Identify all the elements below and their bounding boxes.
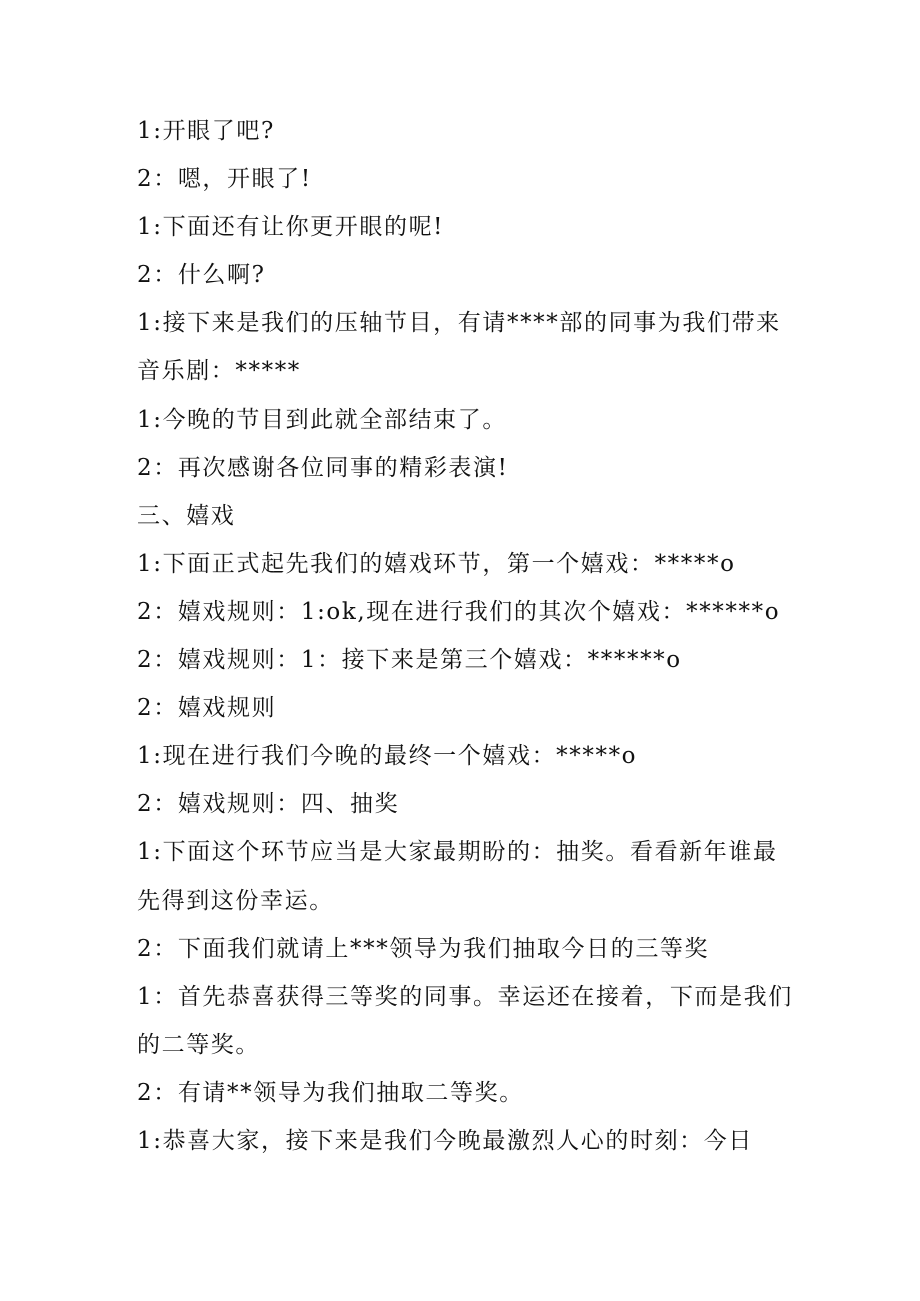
paragraph: 2：什么啊?: [137, 262, 266, 289]
paragraph: 2：嬉戏规则：1:ok,现在进行我们的其次个嬉戏：******o: [137, 598, 781, 625]
paragraph: 1：首先恭喜获得三等奖的同事。幸运还在接着，下而是我们的二等奖。: [137, 983, 793, 1058]
paragraph: 1:下面这个环节应当是大家最期盼的：抽奖。看看新年谁最先得到这份幸运。: [137, 839, 778, 914]
paragraph: 2：嬉戏规则: [137, 695, 277, 722]
paragraph: 1:下面还有让你更开眼的呢!: [137, 214, 445, 241]
paragraph: 2：有请**领导为我们抽取二等奖。: [137, 1079, 524, 1106]
paragraph: 1:现在进行我们今晚的最终一个嬉戏：*****o: [137, 743, 638, 770]
paragraph: 2：下面我们就请上***领导为我们抽取今日的三等奖: [137, 935, 710, 962]
paragraph: 1:接下来是我们的压轴节目，有请****部的同事为我们带来音乐剧：*****: [137, 310, 781, 385]
paragraph: 1:下面正式起先我们的嬉戏环节，第一个嬉戏：*****o: [137, 550, 736, 577]
paragraph: 2：嬉戏规则：四、抽奖: [137, 791, 400, 818]
paragraph: 2：嬉戏规则：1：接下来是第三个嬉戏：******o: [137, 647, 682, 674]
paragraph: 1:今晚的节目到此就全部结束了。: [137, 406, 507, 433]
paragraph: 2：嗯，开眼了!: [137, 166, 312, 193]
paragraph: 1:恭喜大家，接下来是我们今晚最激烈人心的时刻：今日: [137, 1127, 753, 1154]
paragraph: 2：再次感谢各位同事的精彩表演!: [137, 454, 509, 481]
paragraph: 1:开眼了吧?: [137, 118, 275, 144]
document-body: [137, 107, 797, 1165]
section-heading: 三、嬉戏: [137, 502, 236, 529]
